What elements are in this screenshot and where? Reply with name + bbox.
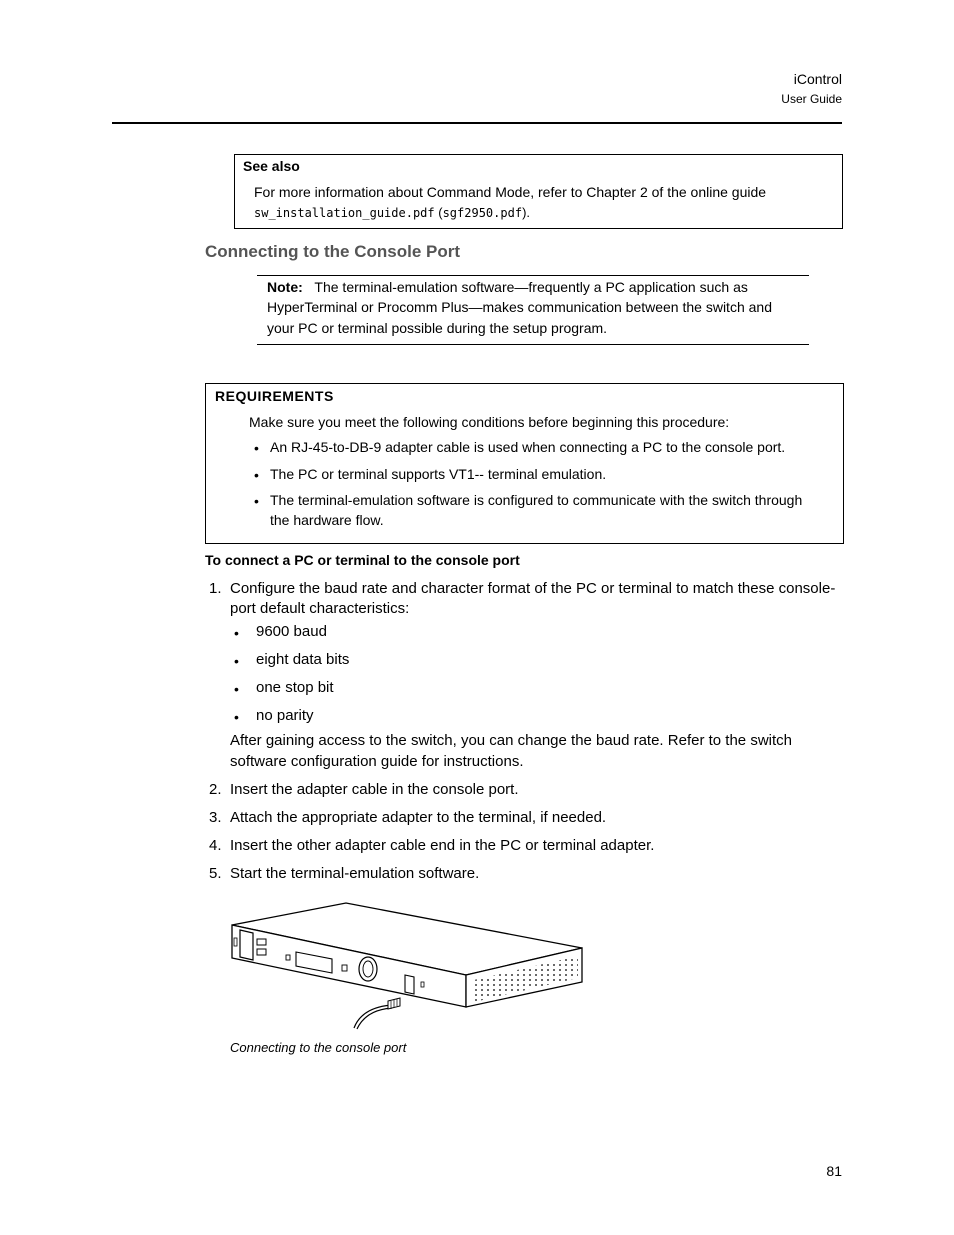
- header-rule: [112, 122, 842, 124]
- step-number: 3.: [209, 809, 222, 826]
- bullet-icon: •: [234, 709, 239, 725]
- section-heading: Connecting to the Console Port: [205, 242, 460, 261]
- setting-item: no parity: [256, 707, 314, 724]
- bullet-icon: •: [234, 653, 239, 669]
- figure-caption: Connecting to the console port: [230, 1040, 407, 1055]
- step-text: Start the terminal-emulation software.: [230, 865, 480, 882]
- step-text: Attach the appropriate adapter to the terminal, if needed.: [230, 809, 607, 826]
- requirement-item: An RJ-45-to-DB-9 adapter cable is used when connecting a PC to the console port.: [270, 439, 786, 455]
- step-note-continued: software configuration guide for instructions.: [230, 753, 524, 770]
- note-line-3: your PC or terminal possible during the setup program.: [267, 320, 608, 336]
- requirement-item: The PC or terminal supports VT1-- terminal emulation.: [270, 466, 607, 482]
- file-name-installation-guide: sw_installation_guide.pdf: [254, 206, 435, 220]
- bullet-icon: •: [234, 625, 239, 641]
- procedure-heading: To connect a PC or terminal to the console port: [205, 552, 520, 568]
- doc-subtitle: User Guide: [781, 92, 842, 106]
- requirement-item: The terminal-emulation software is configured to communicate with the switch through: [270, 492, 803, 508]
- see-also-text: For more information about Command Mode, refer to Chapter 2 of the online guide: [254, 184, 767, 200]
- bullet-icon: •: [254, 493, 259, 509]
- requirements-box: [205, 383, 844, 544]
- requirements-intro: Make sure you meet the following conditions before beginning this procedure:: [249, 414, 730, 430]
- step-number: 2.: [209, 781, 222, 798]
- step-text-continued: port default characteristics:: [230, 600, 410, 617]
- step-text: Configure the baud rate and character format of the PC or terminal to match these console-: [230, 580, 836, 597]
- bullet-icon: •: [254, 467, 259, 483]
- bullet-icon: •: [254, 440, 259, 456]
- note-line-1: Note: The terminal-emulation software—frequently a PC application such as: [267, 279, 748, 295]
- note-box: [257, 275, 809, 345]
- requirement-item-continued: the hardware flow.: [270, 512, 384, 528]
- page-number: 81: [826, 1163, 842, 1179]
- console-port: [405, 975, 414, 994]
- note-label: Note:: [267, 279, 303, 295]
- bullet-icon: •: [234, 681, 239, 697]
- step-number: 1.: [209, 580, 222, 597]
- setting-item: one stop bit: [256, 679, 334, 696]
- step-text: Insert the adapter cable in the console port.: [230, 781, 519, 798]
- setting-item: 9600 baud: [256, 623, 327, 640]
- note-line-2: HyperTerminal or Procomm Plus—makes communication between the switch and: [267, 299, 772, 315]
- step-note: After gaining access to the switch, you can change the baud rate. Refer to the switch: [230, 732, 792, 749]
- see-also-files: sw_installation_guide.pdf (sgf2950.pdf).: [254, 205, 531, 220]
- step-number: 5.: [209, 865, 222, 882]
- setting-item: eight data bits: [256, 651, 350, 668]
- step-number: 4.: [209, 837, 222, 854]
- requirements-title: REQUIREMENTS: [215, 388, 334, 404]
- step-text: Insert the other adapter cable end in the PC or terminal adapter.: [230, 837, 655, 854]
- see-also-box: [234, 154, 843, 229]
- file-name-sgf2950: sgf2950.pdf: [442, 206, 523, 220]
- see-also-title: See also: [243, 158, 300, 174]
- doc-title: iControl: [793, 71, 842, 87]
- switch-console-illustration: [228, 898, 588, 1032]
- power-switch: [240, 930, 253, 960]
